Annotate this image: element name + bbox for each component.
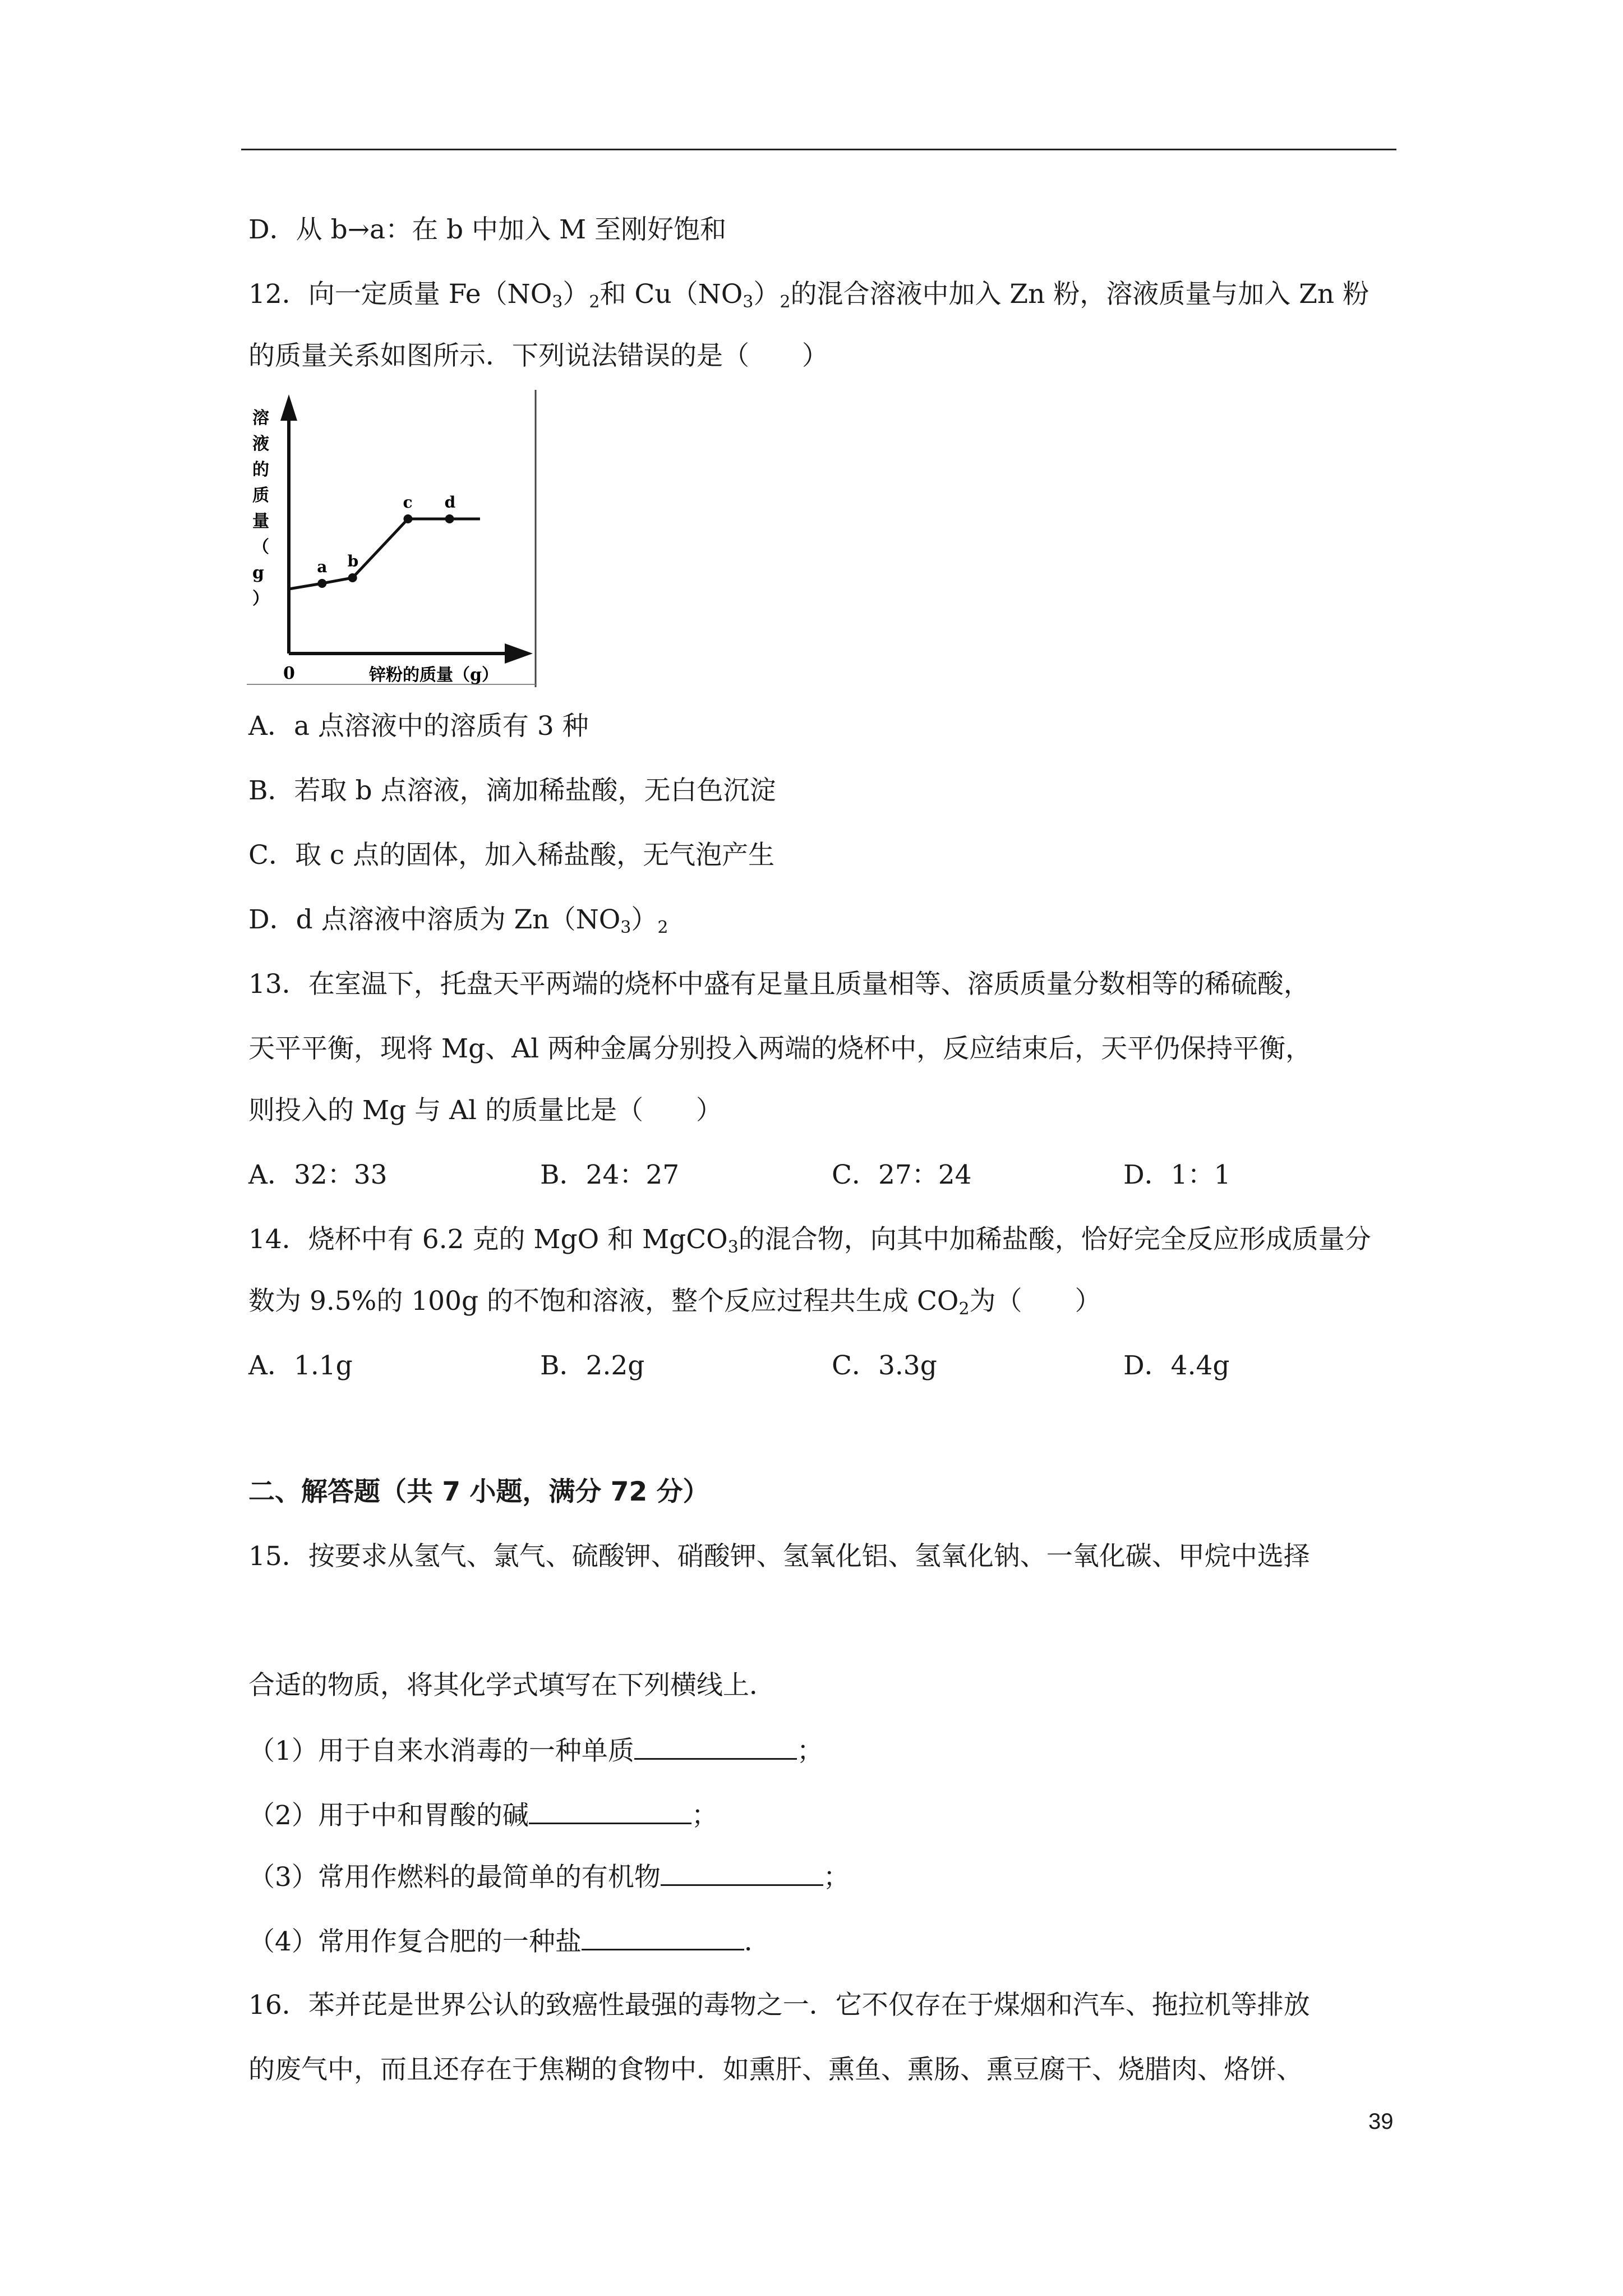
section-heading: 二、解答题（共 7 小题，满分 72 分） [248, 1476, 709, 1507]
data-point-b [348, 573, 357, 582]
y-axis-label-char: ） [252, 589, 269, 609]
data-point-label-d: d [444, 493, 456, 512]
header-rule [241, 149, 1396, 150]
q15-item-3: （3）常用作燃料的最简单的有机物 ； [248, 1860, 850, 1894]
y-axis-label-char: 液 [252, 434, 269, 454]
data-point-c [403, 514, 412, 523]
y-axis-label-char: g [252, 563, 264, 583]
q14-option-d: D．4.4g [1123, 1350, 1230, 1381]
q13-option-b: B．24：27 [540, 1159, 680, 1190]
q14-option-a: A．1.1g [248, 1350, 353, 1381]
y-axis-label-char: 质 [252, 486, 269, 505]
origin-label: 0 [283, 664, 295, 683]
q12-option-d: D．d 点溶液中溶质为 $Zn(NO_3)_2$ [248, 904, 668, 937]
y-axis-label-char: 溶 [252, 408, 269, 428]
q13-option-c: C．27：24 [832, 1159, 972, 1190]
data-point-label-b: b [347, 552, 359, 570]
q15-item-1: （1）用于自来水消毒的一种单质 ； [248, 1733, 823, 1768]
data-point-d [445, 514, 454, 523]
x-axis-label: 锌粉的质量（g） [369, 665, 499, 685]
q14-stem-line2: 数为 9.5%的 100g 的不饱和溶液，整个反应过程共生成 $CO_2$为（ ） [248, 1286, 1101, 1319]
q13-stem-line2: 天平平衡，现将 Mg、Al 两种金属分别投入两端的烧杯中，反应结束后，天平仍保持平衡， [248, 1033, 1312, 1064]
q13-stem-line1: 13．在室温下，托盘天平两端的烧杯中盛有足量且质量相等、溶质质量分数相等的稀硫酸， [248, 969, 1310, 1000]
y-axis-label [252, 408, 269, 609]
answer-blank-3[interactable] [661, 1860, 823, 1886]
data-point-a [317, 579, 326, 588]
y-axis-label-char: 的 [252, 460, 269, 480]
answer-blank-2[interactable] [529, 1798, 691, 1824]
q15-stem-line1: 15．按要求从氢气、氯气、硫酸钾、硝酸钾、氢氧化铝、氢氧化钠、一氧化碳、甲烷中选择 [248, 1541, 1310, 1572]
q13-stem-line3: 则投入的 Mg 与 Al 的质量比是（ ） [248, 1095, 722, 1126]
answer-blank-1[interactable] [634, 1733, 797, 1760]
q15-stem-line2: 合适的物质，将其化学式填写在下列横线上． [248, 1670, 776, 1701]
zinc-solution-mass-chart [247, 390, 538, 693]
q11-option-d: D．从 b→a：在 b 中加入 M 至刚好饱和 [248, 214, 727, 245]
q14-stem-line1: 14．烧杯中有 6.2 克的 MgO 和 MgCO$_3$的混合物，向其中加稀盐酸，恰好完全反应形成质量分 [248, 1224, 1371, 1257]
q14-option-b: B．2.2g [540, 1350, 645, 1381]
page-number: 39 [1368, 2109, 1394, 2134]
q12-stem-line2: 的质量关系如图所示．下列说法错误的是（ ） [248, 341, 828, 371]
q12-option-b: B．若取 b 点溶液，滴加稀盐酸，无白色沉淀 [248, 775, 776, 806]
y-axis-label-char: 量 [252, 512, 269, 531]
q12-option-c: C．取 c 点的固体，加入稀盐酸，无气泡产生 [248, 840, 775, 871]
q13-option-d: D．1：1 [1123, 1159, 1231, 1190]
data-point-label-c: c [403, 493, 413, 512]
q13-option-a: A．32：33 [248, 1159, 388, 1190]
data-point-label-a: a [317, 558, 328, 576]
series-line [289, 519, 480, 589]
q15-item-4: （4）常用作复合肥的一种盐 ． [248, 1924, 771, 1959]
answer-blank-4[interactable] [582, 1924, 744, 1950]
q12-stem-line1: 12．向一定质量 $Fe(NO_3)_2$和 $Cu(NO_3)_2$的混合溶液中加入 Zn 粉，溶液质量与加入 Zn 粉 [248, 279, 1370, 312]
q14-option-c: C．3.3g [832, 1350, 937, 1381]
q15-item-2: （2）用于中和胃酸的碱 ； [248, 1798, 718, 1833]
y-axis-arrow [280, 394, 297, 421]
y-axis-label-char: （ [252, 537, 269, 557]
q12-option-a: A．a 点溶液中的溶质有 3 种 [248, 711, 589, 742]
x-axis-arrow [505, 643, 533, 664]
q16-stem-line1: 16．苯并芘是世界公认的致癌性最强的毒物之一．它不仅存在于煤烟和汽车、拖拉机等排放 [248, 1990, 1310, 2021]
q16-stem-line2: 的废气中，而且还存在于焦糊的食物中．如熏肝、熏鱼、熏肠、熏豆腐干、烧腊肉、烙饼、 [248, 2054, 1303, 2085]
